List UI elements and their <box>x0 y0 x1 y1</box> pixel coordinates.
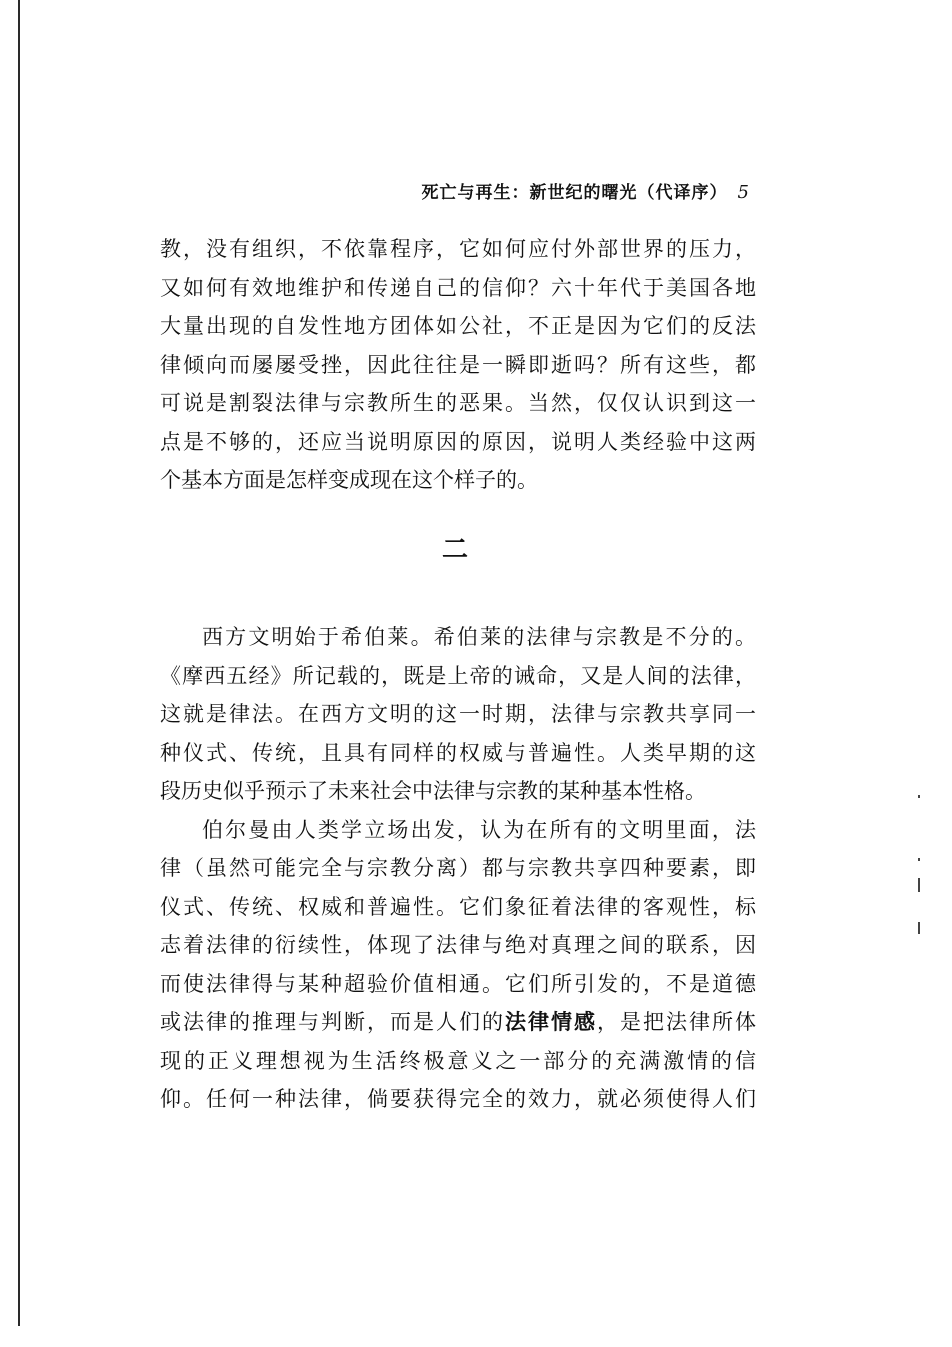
emphasis-phrase: 法律情感 <box>505 1009 597 1034</box>
text-line: 《摩西五经》所记载的，既是上帝的诫命，又是人间的法律， <box>160 663 756 688</box>
scan-speck <box>918 795 920 798</box>
section-number: 二 <box>441 535 468 565</box>
scan-speck <box>918 858 920 861</box>
continued-paragraph <box>160 230 756 500</box>
text-line: 现的正义理想视为生活终极意义之一部分的充满激情的信 <box>160 1048 756 1073</box>
text-line: 这就是律法。在西方文明的这一时期，法律与宗教共享同一 <box>160 702 756 726</box>
running-header <box>360 178 750 203</box>
text-line: 志着法律的衍续性，体现了法律与绝对真理之间的联系，因 <box>160 933 756 957</box>
text-line: 大量出现的自发性地方团体如公社，不正是因为它们的反法 <box>160 314 756 338</box>
text-line: 仪式、传统、权威和普遍性。它们象征着法律的客观性，标 <box>160 894 756 919</box>
text-line: 伯尔曼由人类学立场出发，认为在所有的文明里面，法 <box>202 817 756 842</box>
text-line: 个基本方面是怎样变成现在这个样子的。 <box>160 468 538 492</box>
text-line: 仰。任何一种法律，倘要获得完全的效力，就必须使得人们 <box>160 1087 756 1111</box>
page-binding-edge <box>18 0 20 1326</box>
running-header-title: 死亡与再生：新世纪的曙光（代译序） <box>421 183 728 203</box>
text-line: 点是不够的，还应当说明原因的原因，说明人类经验中这两 <box>160 429 756 454</box>
page-number: 5 <box>737 182 750 203</box>
text-line: 可说是割裂法律与宗教所生的恶果。当然，仅仅认识到这一 <box>160 391 756 415</box>
text-line: 律倾向而屡屡受挫，因此往往是一瞬即逝吗？所有这些，都 <box>160 352 756 377</box>
text-line: 种仪式、传统，且具有同样的权威与普遍性。人类早期的这 <box>160 740 756 765</box>
scan-speck <box>918 878 920 892</box>
text-line: 律（虽然可能完全与宗教分离）都与宗教共享四种要素，即 <box>160 856 756 880</box>
text-line: 又如何有效地维护和传递自己的信仰？六十年代于美国各地 <box>160 275 756 300</box>
text-line-with-emphasis <box>160 1003 756 1042</box>
text-segment: ，是把法律所体 <box>597 1010 756 1034</box>
text-segment: 或法律的推理与判断，而是人们的 <box>160 1010 505 1034</box>
text-line: 段历史似乎预示了未来社会中法律与宗教的某种基本性格。 <box>160 779 706 803</box>
text-line: 西方文明始于希伯莱。希伯莱的法律与宗教是不分的。 <box>202 625 756 649</box>
text-line: 教，没有组织，不依靠程序，它如何应付外部世界的压力， <box>160 237 756 261</box>
scan-speck <box>918 922 920 934</box>
body-text <box>160 618 756 1119</box>
text-line: 而使法律得与某种超验价值相通。它们所引发的，不是道德 <box>160 971 756 996</box>
